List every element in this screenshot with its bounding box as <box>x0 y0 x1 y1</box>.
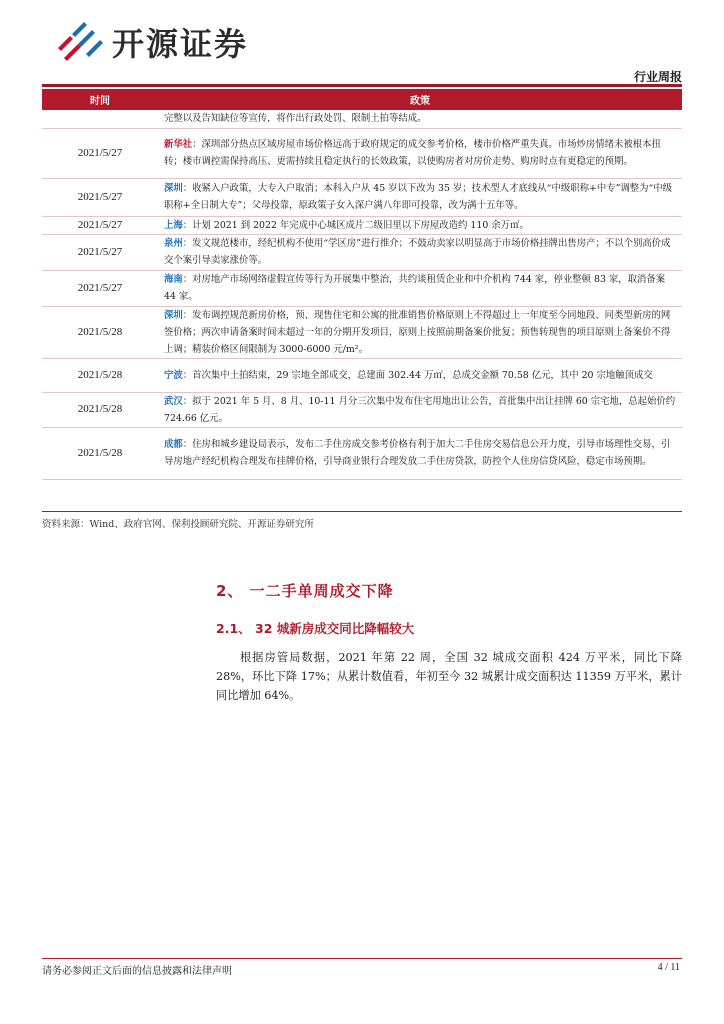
city-label: 深圳 <box>164 309 183 321</box>
policy-text: ：计划 2021 到 2022 年完成中心城区成片二级旧里以下房屋改造约 110 余万㎡。 <box>182 219 529 231</box>
city-label: 深圳 <box>164 183 183 194</box>
doc-type-label: 行业周报 <box>633 70 682 84</box>
table-bottom-divider <box>42 511 682 512</box>
brand-logo-icon <box>48 18 110 66</box>
date-cell: 2021/5/27 <box>42 178 158 216</box>
brand-name: 开源证券 <box>112 25 249 63</box>
table-header-row <box>42 89 682 110</box>
header-cell-date: 时间 <box>42 89 158 110</box>
header-cell-policy: 政策 <box>158 89 682 110</box>
policy-text: ：首次集中土拍结束，29 宗地全部成交，总建面 302.44 万㎡，总成交金额 70.58 亿元，其中 20 宗地触顶成交 <box>182 369 653 381</box>
city-label: 上海 <box>164 219 183 231</box>
policy-text: ：对房地产市场网络虚假宣传等行为开展集中整治，共约谈租赁企业和中介机构 744 家，停业整顿 83 家，取消备案 44 家。 <box>164 274 666 302</box>
footer-divider <box>42 958 682 959</box>
policy-cell <box>158 234 682 270</box>
policy-cell <box>158 358 682 392</box>
source-note: 资料来源：Wind、政府官网、保利投顾研究院、开源证券研究所 <box>42 519 314 530</box>
policy-cell <box>158 427 682 479</box>
table-row <box>42 427 682 479</box>
policy-text: ：拟于 2021 年 5 月、8 月、10-11 月分三次集中发布住宅用地出让公告，首批集中出让挂牌 60 宗宅地，总起始价约 724.66 亿元。 <box>164 395 676 424</box>
policy-table <box>42 89 682 480</box>
date-cell: 2021/5/27 <box>42 270 158 306</box>
policy-cell <box>158 306 682 358</box>
city-label: 宁波 <box>164 369 183 381</box>
table-row <box>42 358 682 392</box>
date-cell: 2021/5/28 <box>42 306 158 358</box>
table-row <box>42 128 682 178</box>
policy-text: ：住房和城乡建设局表示，发布二手住房成交参考价格有利于加大二手住房交易信息公开力度，引导市场理性交易，引导房地产经纪机构合理发布挂牌价格，引导商业银行合理发放二手住房贷款，防控个人住房信贷风险，稳定市场预期。 <box>164 439 671 467</box>
policy-cell <box>158 216 682 234</box>
city-label: 海南 <box>164 274 183 285</box>
date-cell: 2021/5/28 <box>42 427 158 479</box>
city-label: 泉州 <box>164 238 183 249</box>
date-cell: 2021/5/28 <box>42 392 158 427</box>
date-cell <box>42 110 158 128</box>
section-heading: 2、 一二手单周成交下降 <box>216 582 394 600</box>
policy-text: ：发文规范楼市，经纪机构不使用“学区房”进行推介；不鼓动卖家以明显高于市场价格挂牌出售房产；不以个别高价成交个案引导卖家涨价等。 <box>164 238 671 266</box>
page-number: 4 / 11 <box>657 962 680 973</box>
table-row <box>42 110 682 128</box>
subsection-heading: 2.1、 32 城新房成交同比降幅较大 <box>216 621 415 636</box>
date-cell: 2021/5/27 <box>42 216 158 234</box>
city-label: 成都 <box>164 439 183 450</box>
date-cell: 2021/5/27 <box>42 234 158 270</box>
policy-text: ：深圳部分热点区域房屋市场价格远高于政府规定的成交参考价格，楼市价格严重失真。市场炒房情绪未被根本扭转；楼市调控需保持高压、更需持续且稳定执行的长效政策，以使购房者对房价走势、购房时点有更稳定的预期。 <box>164 139 661 167</box>
policy-cell: 完整以及告知缺位等宣传，将作出行政处罚、限制土拍等结成。 <box>158 110 682 128</box>
brand-logo <box>48 18 248 66</box>
table-row <box>42 216 682 234</box>
date-cell: 2021/5/27 <box>42 128 158 178</box>
city-label: 武汉 <box>164 395 183 407</box>
table-row <box>42 392 682 427</box>
policy-cell <box>158 270 682 306</box>
header-divider <box>42 84 682 87</box>
date-cell: 2021/5/28 <box>42 358 158 392</box>
city-label: 新华社 <box>164 139 193 150</box>
policy-cell <box>158 178 682 216</box>
policy-cell <box>158 128 682 178</box>
body-paragraph: 根据房管局数据，2021 年第 22 周，全国 32 城成交面积 424 万平米，同比下降 28%，环比下降 17%；从累计数值看，年初至今 32 城累计成交面积达 11359 万平米，累计同比增加 64%。 <box>216 651 682 702</box>
table-row <box>42 270 682 306</box>
policy-text: ：收紧入户政策，大专入户取消；本科入户从 45 岁以下改为 35 岁；技术型人才底线从“中级职称+中专”调整为“中级职称+全日制大专”；父母投靠，原政策子女入深户满八年即可投靠，改为满十五年等。 <box>164 183 673 211</box>
table-row <box>42 234 682 270</box>
policy-text: ：发布调控规范新房价格，预、现售住宅和公寓的批准销售价格原则上不得超过上一年度至今同地段、同类型新房的网签价格；两次申请备案时间未超过一年的分期开发项目，原则上按照前期备案价批复；预售转现售的项目原则上备案价不得上调；精装价格区间限制为 3000-6000 元/m²。 <box>164 309 671 355</box>
footer-disclaimer: 请务必参阅正文后面的信息披露和法律声明 <box>42 966 232 977</box>
policy-cell <box>158 392 682 427</box>
table-row <box>42 306 682 358</box>
table-row <box>42 178 682 216</box>
